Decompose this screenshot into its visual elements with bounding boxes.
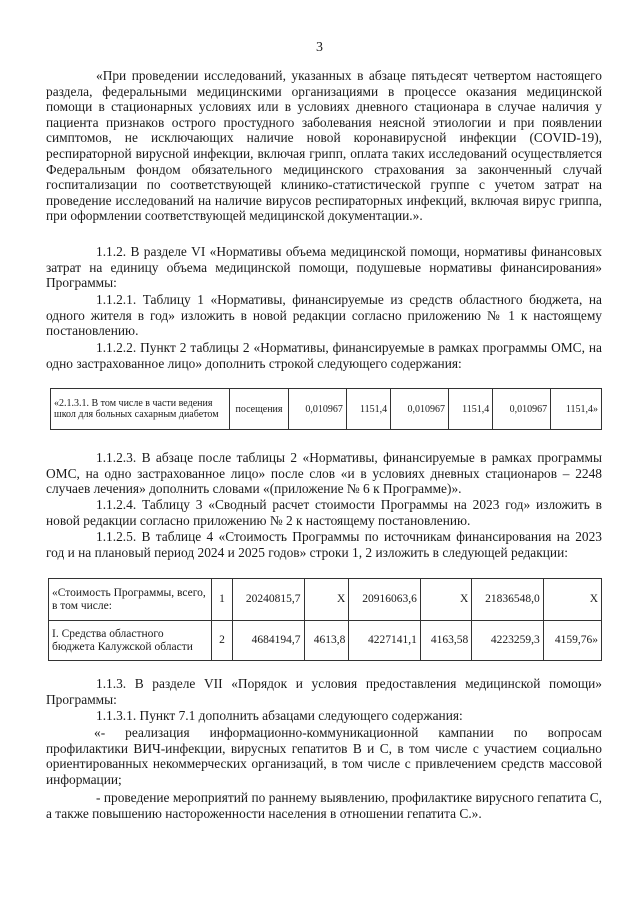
table-cell-value: 0,010967 xyxy=(493,389,551,430)
table-cell-label: «2.1.3.1. В том числе в части ведения школ для больных сахарным диабетом xyxy=(51,389,230,430)
page-number: 3 xyxy=(316,40,323,55)
table-cell-value: 4227141,1 xyxy=(349,621,421,661)
paragraph-1-1-2-3: 1.1.2.3. В абзаце после таблицы 2 «Нормативы, финансируемые в рамках программы ОМС, на одно застрахованное лицо» после слов «и в условиях дневных стационаров – 2248 случаев лечения» дополнить словами «(приложение № 6 к Программе)». xyxy=(46,450,602,497)
table-omc-norms xyxy=(50,388,602,430)
table-row xyxy=(49,621,602,661)
table-cell-value: X xyxy=(543,579,601,621)
table-cell-value: 4223259,3 xyxy=(472,621,544,661)
paragraph-1-1-2-5: 1.1.2.5. В таблице 4 «Стоимость Программы по источникам финансирования на 2023 год и на плановый период 2024 и 2025 годов» строки 1, 2 изложить в следующей редакции: xyxy=(46,529,602,560)
paragraph-1-1-2-1: 1.1.2.1. Таблицу 1 «Нормативы, финансируемые из средств областного бюджета, на одного жителя в год» изложить в новой редакции согласно приложению № 1 к настоящему постановлению. xyxy=(46,292,602,339)
table-cell-value: 1151,4» xyxy=(551,389,602,430)
table-cell-value: 4163,58 xyxy=(420,621,471,661)
table-cell-value: 1151,4 xyxy=(346,389,390,430)
table-cell-value: 0,010967 xyxy=(289,389,347,430)
table-cell-number: 1 xyxy=(212,579,233,621)
table-cell-value: 4613,8 xyxy=(304,621,349,661)
table-cell-value: 0,010967 xyxy=(391,389,449,430)
table-program-cost xyxy=(48,578,602,661)
table-cell-unit: посещения xyxy=(230,389,289,430)
paragraph-1-1-3: 1.1.3. В разделе VII «Порядок и условия предоставления медицинской помощи» Программы: xyxy=(46,676,602,707)
paragraph-list-item-2: - проведение мероприятий по раннему выявлению, профилактике вирусного гепатита С, а также повышению настороженности населения в отношении гепатита С.». xyxy=(46,790,602,821)
table-cell-value: 20240815,7 xyxy=(233,579,305,621)
table-cell-value: 4159,76» xyxy=(543,621,601,661)
table-cell-value: 20916063,6 xyxy=(349,579,421,621)
table-row xyxy=(51,389,602,430)
paragraph-1-1-2-4: 1.1.2.4. Таблицу 3 «Сводный расчет стоимости Программы на 2023 год» изложить в новой редакции согласно приложению № 2 к настоящему постановлению. xyxy=(46,497,602,528)
table-cell-value: 1151,4 xyxy=(448,389,492,430)
paragraph-1-1-2: 1.1.2. В разделе VI «Нормативы объема медицинской помощи, нормативы финансовых затрат на единицу объема медицинской помощи, подушевые нормативы финансирования» Программы: xyxy=(46,244,602,291)
table-cell-value: X xyxy=(304,579,349,621)
paragraph-1-1-3-1: 1.1.3.1. Пункт 7.1 дополнить абзацами следующего содержания: xyxy=(96,708,463,723)
table-cell-value: X xyxy=(420,579,471,621)
table-row xyxy=(49,579,602,621)
table-cell-value: 4684194,7 xyxy=(233,621,305,661)
paragraph-list-item-1: «- реализация информационно-коммуникационной кампании по вопросам профилактики ВИЧ-инфекции, вирусных гепатитов В и С, в том числе с участием социально ориентированных некоммерческих организаций, в том числе с привлечением средств массовой информации; xyxy=(46,725,602,787)
table-cell-label: «Стоимость Программы, всего, в том числе: xyxy=(49,579,212,621)
paragraph-intro: «При проведении исследований, указанных в абзаце пятьдесят четвертом настоящего раздела, федеральными медицинскими организациями в процессе оказания медицинской помощи в стационарных условиях или в условиях дневного стационара в случае наличия у пациента признаков острого простудного заболевания неясной этиологии и при появлении симптомов, не исключающих наличие новой коронавирусной инфекции (COVID-19), респираторной вирусной инфекции, включая грипп, оплата таких исследований осуществляется Федеральным фондом обязательного медицинского страхования за законченный случай госпитализации по соответствующей клинико-статистической группе с учетом затрат на проведение исследований на наличие вирусов респираторных инфекций, включая вирус гриппа, при оформлении соответствующей медицинской документации.». xyxy=(46,68,602,224)
table-cell-number: 2 xyxy=(212,621,233,661)
paragraph-1-1-2-2: 1.1.2.2. Пункт 2 таблицы 2 «Нормативы, финансируемые в рамках программы ОМС, на одно застрахованное лицо» дополнить строкой следующего содержания: xyxy=(46,340,602,371)
table-cell-value: 21836548,0 xyxy=(472,579,544,621)
table-cell-label: I. Средства областного бюджета Калужской области xyxy=(49,621,212,661)
